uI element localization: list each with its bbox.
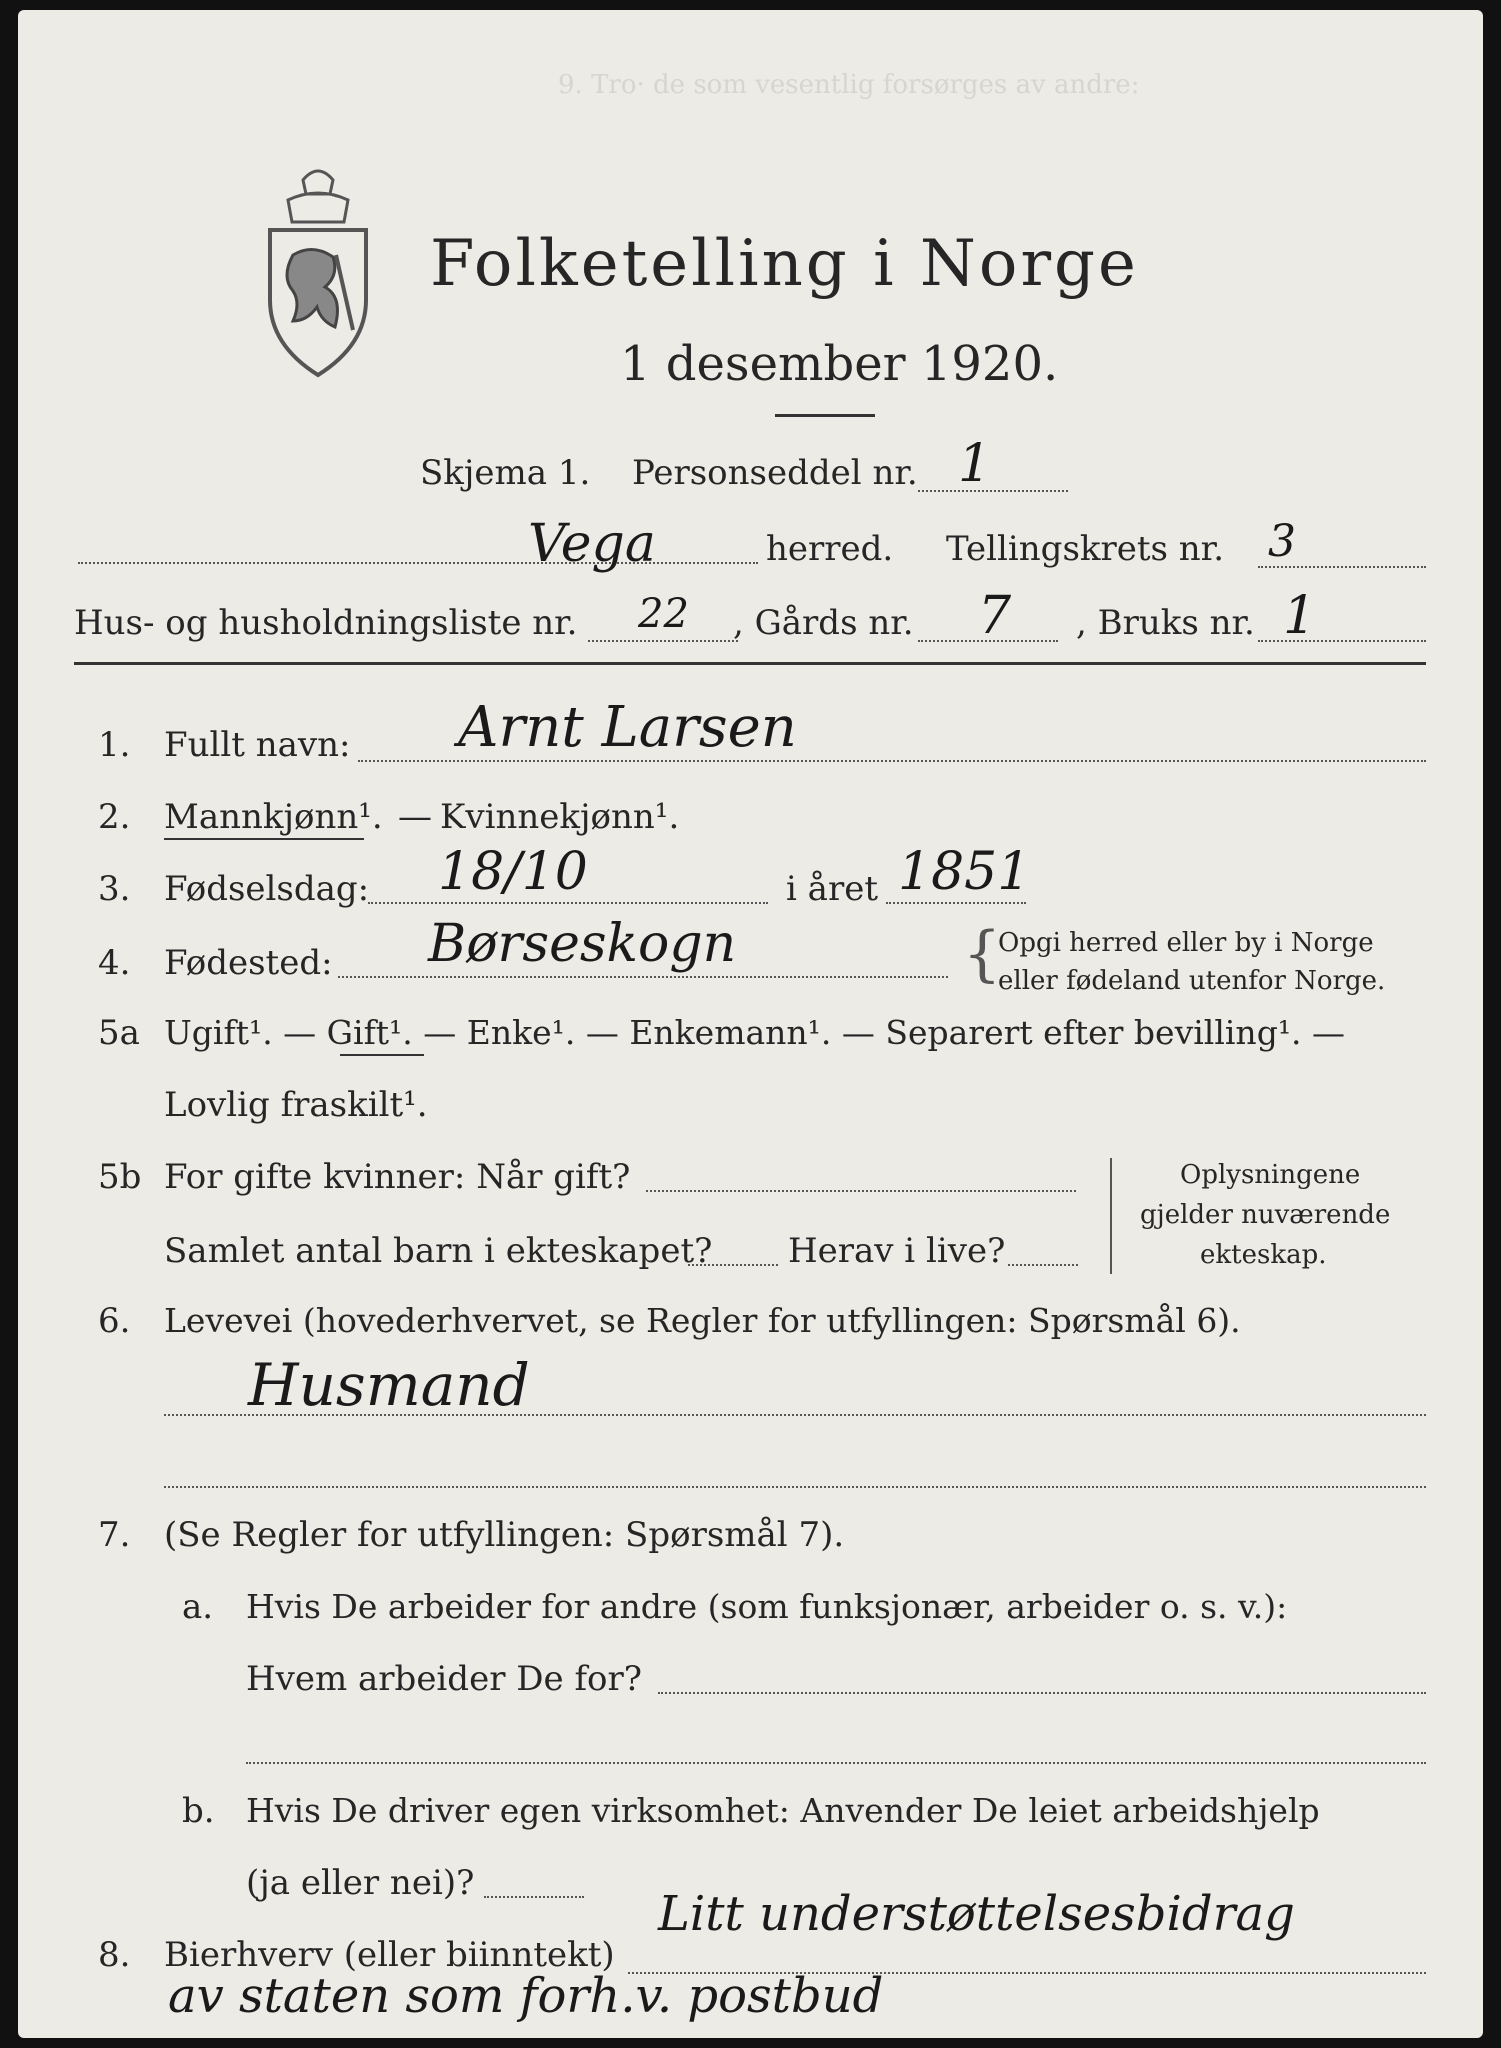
q3-field-line (368, 902, 768, 904)
q5a-gift-underline (340, 1054, 424, 1056)
q4-birthplace[interactable]: Børseskogn (428, 914, 737, 974)
q4-label: Fødested: (164, 943, 333, 983)
hus-field-line (588, 640, 738, 642)
gards-label: , Gårds nr. (733, 603, 914, 643)
q4-note-line2: eller fødeland utenfor Norge. (998, 966, 1386, 996)
q7a-line2: Hvem arbeider De for? (246, 1659, 642, 1699)
gards-value[interactable]: 7 (978, 586, 1012, 646)
q3-birthdate[interactable]: 18/10 (438, 842, 588, 902)
q1-number: 1. (98, 725, 131, 765)
q5b-line2b: Herav i live? (788, 1231, 1006, 1271)
q7b-number: b. (182, 1791, 215, 1831)
herred-field-line (78, 562, 758, 564)
q2-female-option[interactable]: Kvinnekjønn¹. (440, 797, 680, 837)
q3-label: Fødselsdag: (164, 869, 370, 909)
personseddel-value[interactable]: 1 (958, 434, 992, 494)
q5b-married-field-line (646, 1190, 1076, 1192)
q5b-note-line1: Oplysningene (1180, 1160, 1361, 1190)
form-title: Folketelling i Norge (430, 227, 1139, 301)
q4-field-line (338, 976, 948, 978)
q6-occupation[interactable]: Husmand (248, 1351, 530, 1419)
q8-value-line1[interactable]: Litt understøttelsesbidrag (658, 1886, 1295, 1942)
q4-note-line1: Opgi herred eller by i Norge (998, 928, 1374, 958)
tellingskrets-label: Tellingskrets nr. (946, 529, 1225, 569)
q2-number: 2. (98, 797, 131, 837)
section-divider (74, 662, 1426, 665)
personseddel-label: Personseddel nr. (632, 453, 918, 493)
norwegian-coat-of-arms-icon (248, 160, 388, 380)
q5b-line2a: Samlet antal barn i ekteskapet? (164, 1231, 713, 1271)
q1-label: Fullt navn: (164, 725, 351, 765)
q1-field-line (358, 760, 1426, 762)
q5b-line1: For gifte kvinner: Når gift? (164, 1157, 631, 1197)
q5b-alive-field-line (1008, 1264, 1078, 1266)
q3-birth-year[interactable]: 1851 (898, 842, 1031, 902)
personseddel-field-line (918, 490, 1068, 492)
q6-number: 6. (98, 1301, 131, 1341)
q2-male-option[interactable]: Mannkjønn¹. (164, 797, 383, 837)
bruks-value[interactable]: 1 (1283, 586, 1317, 646)
q3-number: 3. (98, 869, 131, 909)
q7a-number: a. (182, 1587, 214, 1627)
q5b-children-field-line (688, 1264, 778, 1266)
census-date: 1 desember 1920. (620, 336, 1059, 392)
herred-value[interactable]: Vega (528, 514, 656, 574)
q8-value-line2[interactable]: av staten som forh.v. postbud (168, 1968, 884, 2024)
q5b-number: 5b (98, 1157, 142, 1197)
q2-separator: — (398, 797, 432, 837)
title-divider (775, 414, 875, 417)
q8-number: 8. (98, 1935, 131, 1975)
bleed-through-text: 9. Tro· de som vesentlig forsørges av andre: (558, 70, 1140, 100)
q8-label: Bierhverv (eller biinntekt) (164, 1935, 615, 1975)
q2-male-underline (164, 838, 364, 840)
q7a-field-line-1 (658, 1692, 1426, 1694)
census-form-page (18, 10, 1483, 2038)
hus-value[interactable]: 22 (638, 591, 689, 637)
q5b-note-line3: ekteskap. (1200, 1240, 1327, 1270)
q7b-field-line (484, 1896, 584, 1898)
q6-field-line-1 (164, 1414, 1426, 1416)
q5b-note-line2: gjelder nuværende (1140, 1200, 1391, 1230)
q6-field-line-2 (164, 1486, 1426, 1488)
q6-label: Levevei (hovederhvervet, se Regler for utfyllingen: Spørsmål 6). (164, 1301, 1241, 1340)
herred-label: herred. (766, 529, 894, 569)
skjema-label: Skjema 1. (420, 453, 591, 493)
q5a-options-line1[interactable]: Ugift¹. — Gift¹. — Enke¹. — Enkemann¹. — Separert efter bevilling¹. — (164, 1013, 1346, 1052)
hus-label: Hus- og husholdningsliste nr. (74, 603, 578, 643)
q7b-line1: Hvis De driver egen virksomhet: Anvender De leiet arbeidshjelp (246, 1791, 1320, 1830)
q5b-bracket (1110, 1158, 1112, 1274)
bruks-label: , Bruks nr. (1076, 603, 1255, 643)
q4-note-brace: { (963, 919, 1002, 989)
q7b-line2: (ja eller nei)? (246, 1863, 475, 1903)
q7a-field-line-2 (246, 1762, 1426, 1764)
tellingskrets-value[interactable]: 3 (1268, 516, 1296, 567)
q3-year-label: i året (786, 869, 878, 909)
q5a-options-line2[interactable]: Lovlig fraskilt¹. (164, 1085, 428, 1125)
q5a-number: 5a (98, 1013, 140, 1053)
q4-number: 4. (98, 943, 131, 983)
q7-label: (Se Regler for utfyllingen: Spørsmål 7). (164, 1515, 845, 1555)
q1-full-name[interactable]: Arnt Larsen (458, 695, 797, 760)
q7a-line1: Hvis De arbeider for andre (som funksjonær, arbeider o. s. v.): (246, 1587, 1288, 1626)
q3-year-field-line (886, 902, 1026, 904)
q7-number: 7. (98, 1515, 131, 1555)
